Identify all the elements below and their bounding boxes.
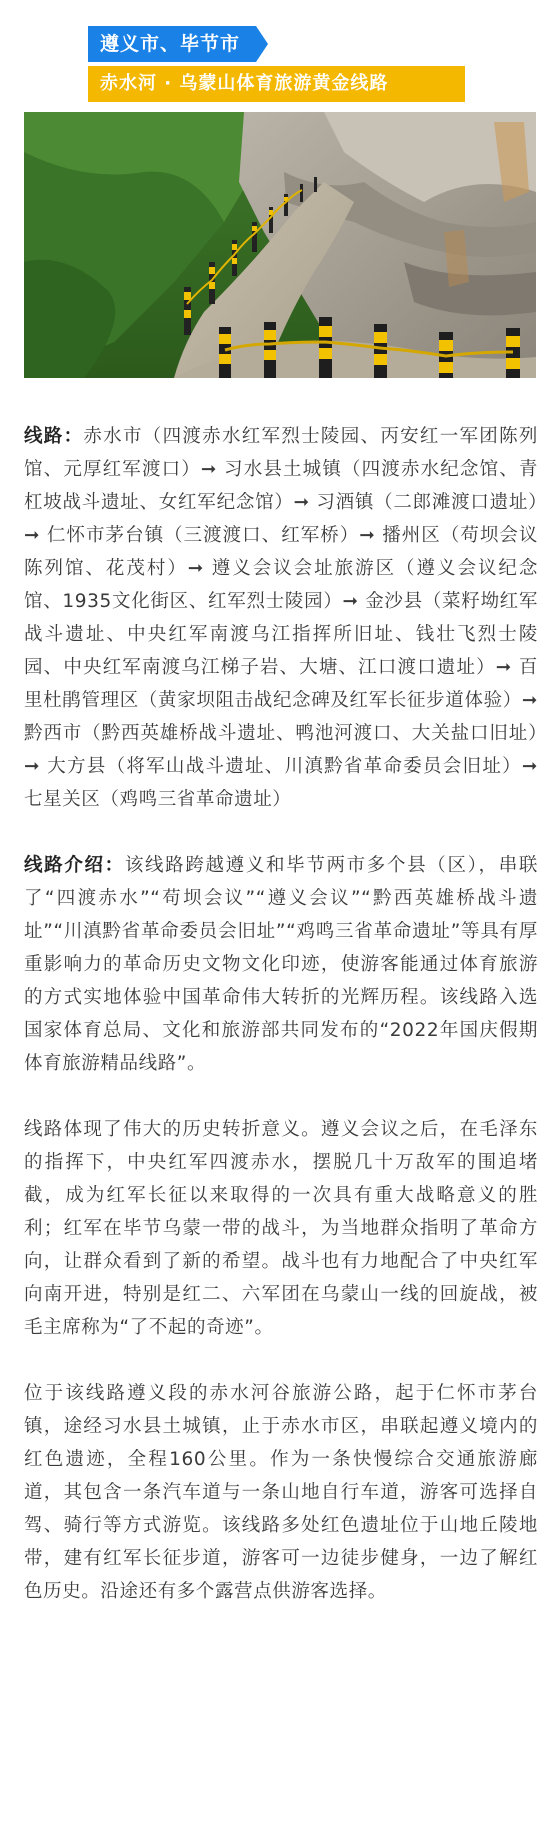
highway-paragraph: 位于该线路遵义段的赤水河谷旅游公路，起于仁怀市茅台镇，途经习水县土城镇，止于赤水市区，串联起遵义境内的红色遗迹，全程160公里。作为一条快慢综合交通旅游廊道，其包含一条汽车道与一条山地自行车道，游客可选择自驾、骑行等方式游览。该线路多处红色遗址位于山地丘陵地带，建有红军长征步道，游客可一边徒步健身，一边了解红色历史。沿途还有多个露营点供游客选择。 xyxy=(24,1383,538,1602)
route-label: 线路： xyxy=(24,426,84,447)
route-paragraph xyxy=(24,420,538,816)
intro-paragraph xyxy=(24,849,538,1080)
article-body xyxy=(24,420,538,1641)
cliffside-trail-photo xyxy=(24,112,536,378)
region-tag: 遵义市、毕节市 xyxy=(88,26,256,62)
route-text: 赤水市（四渡赤水红军烈士陵园、丙安红一军团陈列馆、元厚红军渡口）➞ 习水县土城镇（四渡赤水纪念馆、青杠坡战斗遗址、女红军纪念馆）➞ 习酒镇（二郎滩渡口遗址）➞ 仁怀市茅台镇（三渡渡口、红军桥）➞ 播州区（苟坝会议陈列馆、花茂村）➞ 遵义会议会址旅游区（遵义会议纪念馆、1935文化街区、红军烈士陵园）➞ 金沙县（菜籽坳红军战斗遗址、中央红军南渡乌江指挥所旧址、钱壮飞烈士陵园、中央红军南渡乌江梯子岩、大塘、江口渡口遗址）➞ 百里杜鹃管理区（黄家坝阻击战纪念碑及红军长征步道体验）➞ 黔西市（黔西英雄桥战斗遗址、鸭池河渡口、大关盐口旧址）➞ 大方县（将军山战斗遗址、川滇黔省革命委员会旧址）➞ 七星关区（鸡鸣三省革命遗址） xyxy=(24,426,538,810)
route-title-banner: 赤水河 · 乌蒙山体育旅游黄金线路 xyxy=(88,66,465,102)
intro-label: 线路介绍： xyxy=(24,855,125,876)
header xyxy=(88,26,256,62)
significance-paragraph: 线路体现了伟大的历史转折意义。遵义会议之后，在毛泽东的指挥下，中央红军四渡赤水，摆脱几十万敌军的围追堵截，成为红军长征以来取得的一次具有重大战略意义的胜利；红军在毕节乌蒙一带的战斗，为当地群众指明了革命方向，让群众看到了新的希望。战斗也有力地配合了中央红军向南开进，特别是红二、六军团在乌蒙山一线的回旋战，被毛主席称为“了不起的奇迹”。 xyxy=(24,1119,538,1338)
intro-text: 该线路跨越遵义和毕节两市多个县（区），串联了“四渡赤水”“苟坝会议”“遵义会议”“黔西英雄桥战斗遗址”“川滇黔省革命委员会旧址”“鸡鸣三省革命遗址”等具有厚重影响力的革命历史文物文化印迹，使游客能通过体育旅游的方式实地体验中国革命伟大转折的光辉历程。该线路入选国家体育总局、文化和旅游部共同发布的“2022年国庆假期体育旅游精品线路”。 xyxy=(24,855,538,1074)
